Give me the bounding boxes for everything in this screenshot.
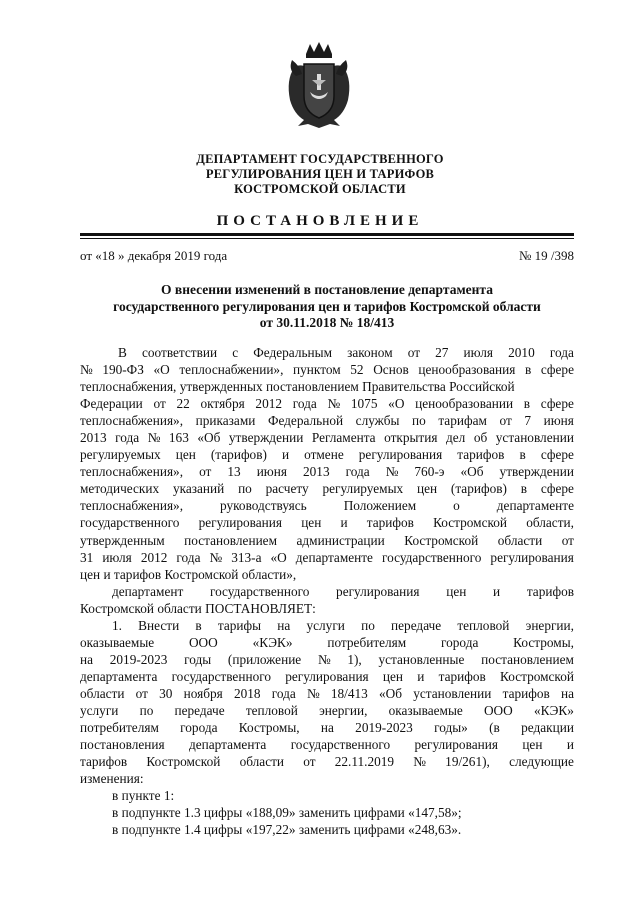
body-word: подпункте <box>121 822 181 838</box>
body-word: 1: <box>163 788 175 804</box>
body-word: 18/413 <box>330 685 368 701</box>
body-word: цифрами <box>353 822 405 838</box>
body-line <box>80 429 574 446</box>
body-line <box>80 497 574 514</box>
body-word: № <box>413 754 426 770</box>
body-word: 2019-2023 <box>355 720 413 736</box>
body-word: по <box>139 702 154 718</box>
dept-line: РЕГУЛИРОВАНИЯ ЦЕН И ТАРИФОВ <box>205 167 435 181</box>
body-word: следующие <box>509 754 574 770</box>
body-line <box>80 770 574 787</box>
body-line <box>80 412 574 429</box>
body-word: области <box>497 532 543 548</box>
body-word: «188,09» <box>245 805 296 821</box>
dept-line: ДЕПАРТАМЕНТ ГОСУДАРСТВЕННОГО <box>196 152 444 166</box>
body-word: Российской <box>449 379 515 395</box>
body-word: от <box>499 413 512 429</box>
body-word: цен <box>301 515 322 531</box>
body-word: В <box>118 345 127 360</box>
body-word: теплоснабжения», <box>80 464 184 480</box>
body-word: сфере <box>540 396 574 412</box>
body-word: государственного <box>209 583 310 599</box>
body-word: июня <box>256 464 287 480</box>
body-word: области <box>80 685 125 701</box>
body-word: 31 <box>80 549 94 565</box>
body-word: города <box>180 720 218 736</box>
body-line <box>80 463 574 480</box>
header-rule-thin <box>80 238 574 239</box>
body-word: цен <box>80 566 101 582</box>
body-word: от <box>199 464 212 480</box>
body-word: в <box>524 362 532 378</box>
body-word: 52 <box>350 362 364 378</box>
body-word: года <box>271 685 296 701</box>
body-word: регулирования <box>285 668 369 684</box>
body-word: Костромской <box>80 600 154 616</box>
body-word: сфере <box>540 481 574 497</box>
body-word: тарифов <box>80 754 128 770</box>
body-line <box>80 395 574 412</box>
body-word: 1.4 <box>183 822 201 838</box>
body-word: Регламента <box>311 430 376 446</box>
body-word: соответствии <box>141 345 218 360</box>
body-word: «О <box>153 362 170 378</box>
body-word: 2013 <box>303 464 330 480</box>
body-word: сфере <box>540 362 574 378</box>
body-word: Положением <box>343 498 417 514</box>
body-word: № <box>307 685 320 701</box>
body-word: потребителям <box>327 634 407 650</box>
body-word: № <box>327 396 341 412</box>
body-word: 1), <box>347 651 362 667</box>
body-word: «197,22» <box>245 822 296 838</box>
body-word: Костромской <box>164 566 239 582</box>
body-word: цен <box>382 668 404 684</box>
body-word: Костромы, <box>513 634 574 650</box>
body-word: 313-а <box>231 549 262 565</box>
body-line <box>80 634 574 651</box>
body-word: 760-э <box>414 464 445 480</box>
body-line <box>80 787 574 804</box>
body-word: Федерации <box>80 396 143 412</box>
body-word: № <box>147 430 161 446</box>
body-word: 2013 <box>80 430 107 446</box>
body-word: Костромской <box>500 668 574 684</box>
body-word: тарифов <box>502 685 550 701</box>
body-line <box>80 583 574 600</box>
body-word: тепловой <box>245 702 298 718</box>
body-word: государственного <box>171 668 271 684</box>
body-word: «О <box>270 549 287 565</box>
document-date: от «18 » декабря 2019 года <box>80 248 228 263</box>
body-word: от <box>153 396 166 412</box>
body-word: (тарифов) <box>450 481 507 497</box>
body-word: департаменте <box>295 549 373 565</box>
body-line <box>80 668 574 685</box>
body-word: года <box>292 396 317 412</box>
body-word: 13 <box>227 464 241 480</box>
body-word: «Об <box>460 464 484 480</box>
body-word: «КЭК» <box>252 634 293 650</box>
body-word: 30 <box>159 685 173 701</box>
body-word: изменения: <box>80 771 144 787</box>
body-line <box>80 804 574 821</box>
body-word: подпункте <box>121 805 181 821</box>
body-word: Костромской <box>433 515 508 531</box>
body-word: государственного <box>381 549 482 565</box>
body-word: оказываемые <box>80 634 155 650</box>
body-word: постановлением <box>481 651 574 667</box>
date-number-line <box>80 248 574 264</box>
body-line <box>80 480 574 497</box>
body-word: ПОСТАНОВЛЯЕТ: <box>205 600 316 616</box>
body-word: на <box>277 617 291 633</box>
body-line <box>80 719 574 736</box>
body-word: в <box>112 805 119 821</box>
department-name <box>150 152 490 197</box>
body-word: области <box>157 600 202 616</box>
body-line <box>80 532 574 549</box>
body-word: регулируемых <box>322 481 404 497</box>
body-word: от <box>561 532 574 548</box>
body-word: цифры <box>203 805 243 821</box>
body-word: № <box>80 362 93 378</box>
body-word: по <box>411 413 426 429</box>
body-word: «О <box>388 396 405 412</box>
body-word: (в <box>489 720 500 736</box>
body-word: «147,58»; <box>408 805 462 821</box>
body-word: цен <box>446 583 467 599</box>
body-word: тарифов <box>366 515 414 531</box>
body-line <box>80 344 574 361</box>
body-word: теплоснабжения», <box>80 413 184 429</box>
body-word: 19/261), <box>445 754 490 770</box>
body-word: в <box>523 396 531 412</box>
body-word: об <box>473 430 488 446</box>
body-word: по <box>238 481 252 497</box>
body-word: департамент <box>112 583 184 599</box>
body-word: тарифов <box>457 447 505 463</box>
body-word: июля <box>463 345 494 360</box>
body-word: с <box>232 345 239 360</box>
body-word: года <box>115 430 140 446</box>
body-word: установлении <box>495 430 574 446</box>
body-word: «248,63». <box>408 822 462 838</box>
body-line <box>80 702 574 719</box>
body-word: тарифов <box>526 583 574 599</box>
body-word: тарифов <box>438 668 486 684</box>
body-line <box>80 446 574 463</box>
body-word: Внести <box>138 617 180 633</box>
body-word: методических <box>80 481 160 497</box>
body-word: 190-ФЗ <box>102 362 144 378</box>
dept-line: КОСТРОМСКОЙ ОБЛАСТИ <box>234 182 406 196</box>
body-word: руководствуясь <box>220 498 307 514</box>
body-line <box>80 617 574 634</box>
body-word: июля <box>102 549 132 565</box>
body-word: регулирования <box>358 447 443 463</box>
body-word: и <box>281 447 290 463</box>
body-line <box>80 685 574 702</box>
body-word: энергии, <box>525 617 574 633</box>
body-word: № <box>317 651 331 667</box>
heading-line: от 30.11.2018 № 18/413 <box>259 315 395 330</box>
body-line <box>80 514 574 531</box>
body-word: государственного <box>290 737 391 753</box>
body-word: 2012 <box>140 549 168 565</box>
document-body <box>80 344 574 838</box>
body-word: администрации <box>296 532 385 548</box>
heading-line: государственного регулирования цен и тарифов Костромской области <box>113 298 541 314</box>
body-word: № <box>209 549 223 565</box>
body-word: постановления <box>80 737 165 753</box>
header-rule-thick <box>80 233 574 236</box>
body-word: установлении <box>413 685 492 701</box>
body-word: 163 <box>168 430 189 446</box>
body-word: Костромы, <box>238 720 300 736</box>
body-word: июня <box>543 413 574 429</box>
body-word: 2012 <box>255 396 283 412</box>
body-word: и <box>493 583 501 599</box>
body-word: в <box>112 788 119 804</box>
body-word: и <box>340 515 348 531</box>
body-word: Федеральным <box>253 345 332 360</box>
body-word: на <box>320 720 334 736</box>
body-word: редакции <box>521 720 574 736</box>
body-word: департаменте <box>496 498 574 514</box>
body-word: ценообразовании <box>415 396 514 412</box>
body-word: в <box>112 822 119 838</box>
body-word: утверждении <box>228 430 304 446</box>
body-word: утвержденным <box>80 532 165 548</box>
body-word: услуги <box>80 702 119 718</box>
body-word: года <box>345 464 370 480</box>
body-line <box>80 378 574 395</box>
body-word: Костромской <box>404 532 479 548</box>
body-word: на <box>560 685 574 701</box>
body-word: законом <box>347 345 393 360</box>
body-word: Федеральной <box>267 413 344 429</box>
body-word: цен <box>175 447 196 463</box>
body-word: по <box>361 617 375 633</box>
body-word: (приложение <box>227 651 302 667</box>
body-word: открытия <box>384 430 438 446</box>
body-word: передаче <box>391 617 442 633</box>
body-word: утверждении <box>499 464 574 480</box>
body-word: (тарифов) <box>210 447 267 463</box>
body-word: услуги <box>306 617 345 633</box>
body-word: цифры <box>203 822 243 838</box>
body-word: указаний <box>172 481 225 497</box>
body-word: от <box>407 345 421 360</box>
body-word: 22.11.2019 <box>334 754 395 770</box>
body-word: в <box>519 447 526 463</box>
body-line <box>80 566 574 583</box>
body-word: года <box>176 549 201 565</box>
body-word: в <box>195 617 202 633</box>
body-word: 2010 <box>508 345 535 360</box>
body-word: 2019-2023 <box>109 651 168 667</box>
body-word: пункте <box>121 788 161 804</box>
body-word: оказываемые <box>388 702 463 718</box>
body-word: и <box>417 668 425 684</box>
document-type-title: ПОСТАНОВЛЕНИЕ <box>216 213 424 229</box>
body-word: передаче <box>174 702 225 718</box>
body-word: утвержденных <box>179 379 263 395</box>
body-word: и <box>566 737 574 753</box>
body-word: 27 <box>435 345 449 360</box>
body-word: области», <box>241 566 297 582</box>
body-word: государственного <box>80 515 180 531</box>
body-word: пунктом <box>293 362 341 378</box>
body-word: расчету <box>265 481 309 497</box>
body-word: № <box>385 464 399 480</box>
body-word: ноября <box>183 685 223 701</box>
body-word: теплоснабжения, <box>80 379 177 395</box>
body-word: октября <box>200 396 245 412</box>
body-line <box>80 736 574 753</box>
body-word: постановлением <box>265 379 359 395</box>
coat-of-arms-emblem <box>284 40 354 130</box>
body-word: ценообразования <box>418 362 516 378</box>
body-word: тепловой <box>457 617 510 633</box>
heading-line: О внесении изменений в постановление департамента <box>161 282 493 297</box>
body-word: приказами <box>195 413 256 429</box>
body-word: Основ <box>373 362 409 378</box>
body-word: 1. <box>112 617 122 633</box>
body-word: потребителям <box>80 720 159 736</box>
body-word: регулирования <box>336 583 420 599</box>
body-word: Костромской <box>146 754 221 770</box>
body-word: отмене <box>304 447 344 463</box>
body-word: от <box>303 754 316 770</box>
body-word: области <box>239 754 285 770</box>
body-word: в <box>520 481 528 497</box>
document-heading <box>80 282 574 332</box>
body-word: дел <box>446 430 466 446</box>
body-word: заменить <box>298 822 351 838</box>
body-word: 7 <box>524 413 532 429</box>
body-word: от <box>135 685 148 701</box>
body-word: сфере <box>540 447 574 463</box>
body-word: регулирования <box>490 549 574 565</box>
body-word: тарифы <box>217 617 262 633</box>
body-word: регулируемых <box>80 447 161 463</box>
body-word: 1075 <box>350 396 378 412</box>
body-word: о <box>453 498 460 514</box>
body-word: департамента <box>80 668 158 684</box>
body-word: тарифам <box>438 413 487 429</box>
body-word: тарифов <box>113 566 162 582</box>
body-word: цен <box>522 737 543 753</box>
body-word: и <box>103 566 111 582</box>
body-word: годы» <box>434 720 468 736</box>
body-word: цифрами <box>353 805 405 821</box>
body-word: постановлением <box>184 532 277 548</box>
body-word: «Об <box>379 685 403 701</box>
body-word: заменить <box>298 805 351 821</box>
body-word: 22 <box>176 396 190 412</box>
body-line <box>80 753 574 770</box>
body-word: регулирования <box>414 737 498 753</box>
body-word: на <box>80 651 94 667</box>
body-word: «Об <box>197 430 221 446</box>
body-word: регулирования <box>198 515 283 531</box>
body-word: ООО <box>483 702 513 718</box>
body-word: энергии, <box>319 702 368 718</box>
body-word: 1.3 <box>183 805 201 821</box>
body-line <box>80 549 574 566</box>
body-word: годы <box>184 651 212 667</box>
body-word: «КЭК» <box>533 702 574 718</box>
body-word: города <box>441 634 479 650</box>
body-word: службы <box>355 413 400 429</box>
body-word: года <box>549 345 574 360</box>
body-line <box>80 361 574 378</box>
document-number: № 19 /398 <box>518 248 574 263</box>
body-word: ООО <box>188 634 218 650</box>
body-word: департамента <box>188 737 267 753</box>
body-line <box>80 600 574 617</box>
body-word: цен <box>416 481 438 497</box>
body-word: области, <box>526 515 574 531</box>
body-word: 2018 <box>233 685 261 701</box>
body-line <box>80 821 574 838</box>
body-word: теплоснабжения», <box>80 498 184 514</box>
body-word: Правительства <box>362 379 446 395</box>
body-word: теплоснабжении», <box>179 362 284 378</box>
body-word: установленные <box>378 651 465 667</box>
body-line <box>80 651 574 668</box>
